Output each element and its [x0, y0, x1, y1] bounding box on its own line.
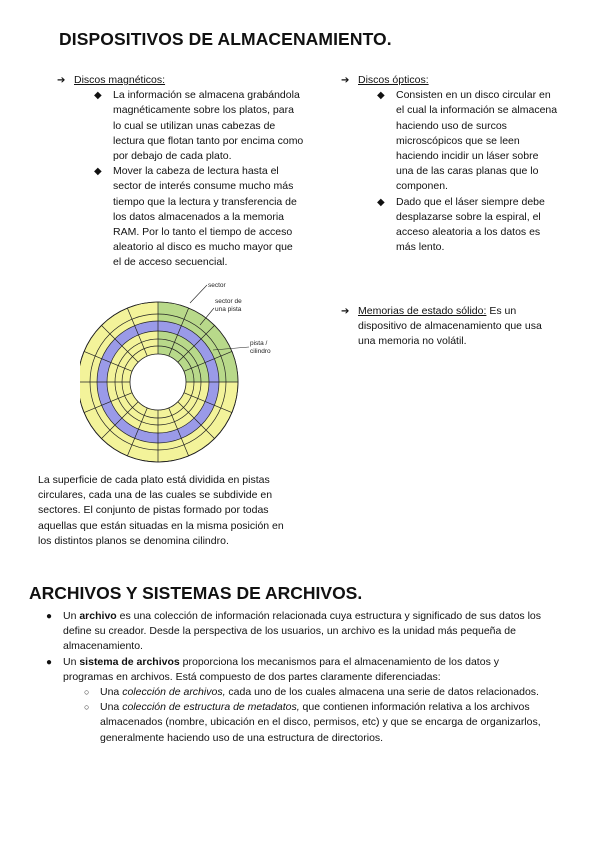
- optical-disks-section: [341, 73, 581, 255]
- optical-heading: Discos ópticos:: [358, 74, 429, 86]
- files-section: [46, 609, 586, 746]
- label-track-1: pista /: [250, 340, 268, 347]
- section-title: ARCHIVOS Y SISTEMAS DE ARCHIVOS.: [29, 583, 363, 603]
- arrow-icon: ➔: [341, 306, 350, 317]
- label-sector: sector: [208, 282, 226, 289]
- sub-bullet-icon: ○: [84, 702, 90, 713]
- arrow-icon: ➔: [341, 75, 350, 86]
- bullet-icon: ●: [46, 656, 53, 668]
- spindle-hole: [130, 354, 186, 410]
- sub-list-item: ○ Una colección de archivos, cada uno de los cuales almacena una serie de datos relacionados.: [46, 685, 586, 700]
- magnetic-heading: Discos magnéticos:: [74, 74, 166, 86]
- magnetic-disks-section: [57, 73, 317, 271]
- diamond-bullet-icon: ◆: [94, 90, 102, 102]
- label-track-2: cilindro: [250, 348, 271, 355]
- bullet-icon: ●: [46, 611, 53, 622]
- list-item: ◆ Dado que el láser siempre debe desplazarse sobre la espiral, el acceso aleatoria a los datos es más lento.: [377, 195, 545, 254]
- list-item: ● Un archivo es una colección de información relacionada cuya estructura y significado de sus datos los define su creador. Desde la perspectiva de los usuarios, un archivo es la unidad más pequeña de almacenamiento.: [46, 610, 542, 653]
- diamond-bullet-icon: ◆: [377, 90, 385, 102]
- list-item: ◆ La información se almacena grabándola magnéticamente sobre los platos, para lo cual se utilizan unas cabezas de lectura que flotan tanto por encima como por debajo de cada plato.: [94, 89, 304, 163]
- ssd-heading: Memorias de estado sólido:: [358, 305, 487, 317]
- diamond-bullet-icon: ◆: [94, 166, 102, 178]
- page-title: DISPOSITIVOS DE ALMACENAMIENTO.: [59, 29, 392, 49]
- arrow-icon: ➔: [57, 75, 66, 86]
- label-track-sector-1: sector de: [215, 298, 242, 305]
- diamond-bullet-icon: ◆: [377, 196, 385, 208]
- diagram-caption: La superficie de cada plato está dividida en pistas circulares, cada una de las cuales se subdivide en sectores. El conjunto de pistas formado por todas aquellas que están situadas en la misma posición en los distintos planos se denomina cilindro.: [38, 474, 284, 547]
- sub-bullet-icon: ○: [84, 687, 90, 698]
- ssd-section: ➔ Memorias de estado sólido: Es un dispositivo de almacenamiento que usa una memoria no volátil.: [341, 305, 542, 348]
- list-item: ◆ Consisten en un disco circular en el cual la información se almacena haciendo uso de surcos microscópicos que se leen haciendo incidir un láser sobre una de las caras planas que lo componen.: [377, 89, 558, 193]
- list-item: ◆ Mover la cabeza de lectura hasta el sector de interés consume mucho más tiempo que la lectura y transferencia de los datos almacenados a la memoria RAM. Por lo tanto el tiempo de acceso aleatorio al disco es mucho mayor que el de acceso secuencial.: [94, 165, 297, 269]
- sub-list-item: ○ Una colección de estructura de metadatos, que contienen información relativa a los archivos almacenados (nombre, ubicación en el disco, permisos, etc) y que se encarga de organizarlos, generalmente haciendo uso de una estructura de directorios.: [84, 701, 541, 744]
- disk-diagram: [80, 275, 300, 470]
- label-track-sector-2: una pista: [215, 306, 242, 313]
- list-item: ● Un sistema de archivos proporciona los mecanismos para el almacenamiento de los datos y programas en archivos. Está compuesto de dos partes claramente diferenciadas:: [46, 655, 499, 683]
